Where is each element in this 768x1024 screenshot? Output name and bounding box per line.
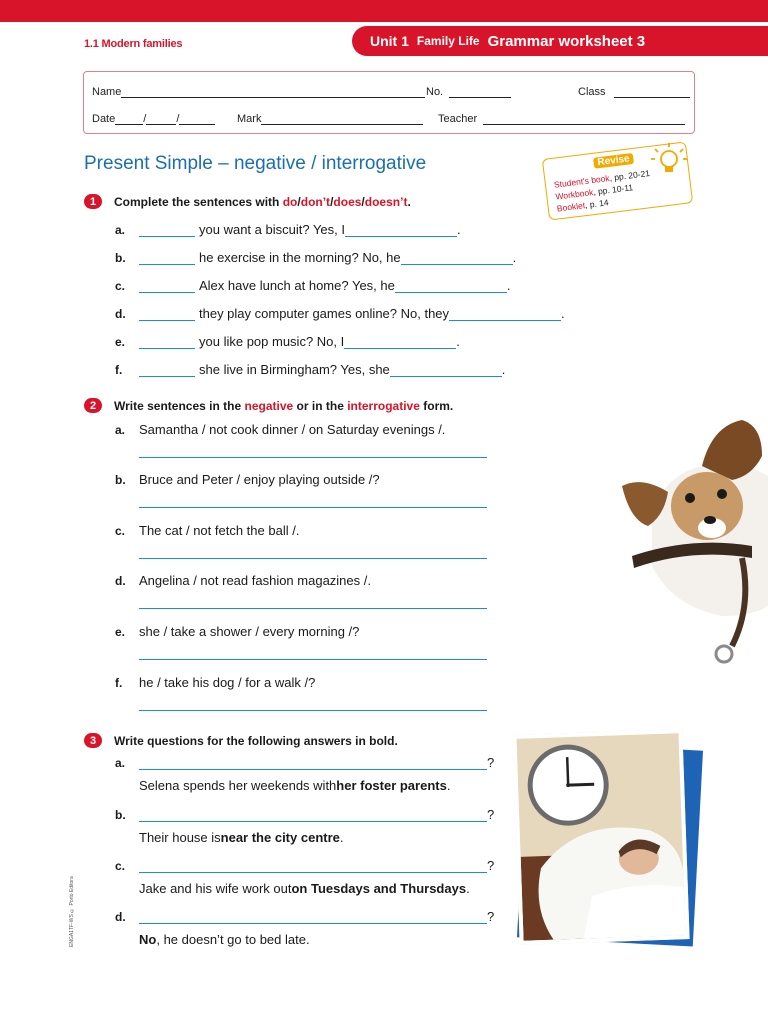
mark-field[interactable] xyxy=(237,113,423,125)
name-field[interactable] xyxy=(92,86,425,98)
item-letter: b. xyxy=(115,473,126,487)
word-dont: don’t xyxy=(300,194,331,209)
ex2-instruction: Write sentences in the xyxy=(114,398,242,413)
answer-line[interactable] xyxy=(139,608,487,609)
item-end: . xyxy=(561,306,565,321)
item-letter: a. xyxy=(115,223,126,237)
word-do: do xyxy=(282,194,298,209)
answer-bold: her foster parents xyxy=(336,778,447,793)
item-text: you like pop music? No, I xyxy=(199,334,345,349)
name-label: Name xyxy=(92,86,122,98)
item-text: they play computer games online? No, they xyxy=(199,306,450,321)
mark-label: Mark xyxy=(237,113,262,125)
word-does: does xyxy=(333,194,362,209)
ex3-item-d-answer xyxy=(139,932,310,947)
answer-bold: near the city centre xyxy=(220,830,340,845)
answer-end: , he doesn’t go to bed late. xyxy=(156,932,310,947)
answer-end: . xyxy=(339,830,344,845)
answer-line[interactable] xyxy=(139,507,487,508)
worksheet-label: Grammar worksheet 3 xyxy=(487,32,646,50)
revise-book: Booklet xyxy=(556,200,586,214)
item-text: The cat / not fetch the ball /. xyxy=(139,523,300,538)
item-text: Samantha / not cook dinner / on Saturday evenings /. xyxy=(139,422,446,437)
section-tag: 1.1 Modern families xyxy=(84,38,183,50)
item-text: Bruce and Peter / enjoy playing outside /? xyxy=(139,472,380,487)
item-end: . xyxy=(506,278,511,293)
item-text: he / take his dog / for a walk /? xyxy=(139,675,316,690)
class-label: Class xyxy=(578,86,606,98)
date-sep-2: / xyxy=(176,113,180,125)
question-mark: ? xyxy=(487,858,495,873)
item-letter: a. xyxy=(115,756,126,770)
item-end: . xyxy=(512,250,517,265)
question-mark: ? xyxy=(487,807,495,822)
sep: / xyxy=(361,194,365,209)
revise-label: Revise xyxy=(593,153,634,169)
item-text: Angelina / not read fashion magazines /. xyxy=(139,573,371,588)
exercise-1-heading xyxy=(84,194,411,209)
blank-line[interactable] xyxy=(139,253,195,265)
top-red-bar xyxy=(0,0,768,22)
ex1-item-b xyxy=(115,250,516,265)
teacher-line[interactable] xyxy=(483,113,685,125)
exercise-number-badge: 3 xyxy=(84,733,102,748)
item-end: . xyxy=(456,334,460,349)
question-line[interactable] xyxy=(139,810,487,822)
footer-code: ENGA1TF-WS © Porto Editora xyxy=(69,876,75,947)
ex2-item-a xyxy=(115,422,445,437)
answer-text: Jake and his wife work out xyxy=(139,881,292,896)
blank-line[interactable] xyxy=(139,337,195,349)
item-text: she / take a shower / every morning /? xyxy=(139,624,360,639)
answer-line[interactable] xyxy=(139,710,487,711)
item-letter: d. xyxy=(115,307,126,321)
teacher-label: Teacher xyxy=(438,113,478,125)
ex3-item-a-question xyxy=(115,755,494,770)
blank-line[interactable] xyxy=(139,365,195,377)
revise-book: Student's book xyxy=(553,172,611,190)
item-letter: f. xyxy=(115,676,123,690)
question-line[interactable] xyxy=(139,861,487,873)
question-mark: ? xyxy=(487,755,495,770)
unit-label: Unit 1 xyxy=(370,33,409,49)
ex3-instruction: Write questions for the following answers in bold. xyxy=(114,733,398,748)
word-doesnt: doesn’t xyxy=(364,194,408,209)
item-letter: e. xyxy=(115,335,126,349)
question-mark: ? xyxy=(487,909,495,924)
teacher-field[interactable] xyxy=(438,113,685,125)
item-end: . xyxy=(456,222,461,237)
item-end: . xyxy=(501,362,506,377)
item-letter: c. xyxy=(115,859,126,873)
ex2-instruction-mid: or in the xyxy=(296,398,344,413)
ex2-item-c xyxy=(115,523,299,538)
revise-pages: , p. 14 xyxy=(584,197,610,211)
blank-line[interactable] xyxy=(449,309,561,321)
ex2-instruction-end: form. xyxy=(423,398,454,413)
number-field[interactable] xyxy=(426,86,511,98)
ex2-item-e xyxy=(115,624,359,639)
ex1-item-d xyxy=(115,306,565,321)
blank-line[interactable] xyxy=(139,309,195,321)
exercise-number-badge: 2 xyxy=(84,398,102,413)
date-sep-1: / xyxy=(143,113,147,125)
ex2-item-d xyxy=(115,573,371,588)
item-letter: b. xyxy=(115,808,126,822)
dog-with-leash-image xyxy=(612,416,768,672)
photo-frame xyxy=(512,729,689,945)
revise-book: Workbook xyxy=(554,187,594,202)
word-negative: negative xyxy=(244,398,294,413)
ex1-item-a xyxy=(115,222,461,237)
item-letter: c. xyxy=(115,524,126,538)
clock-and-bed-illustration xyxy=(517,733,686,941)
mark-line[interactable] xyxy=(261,113,423,125)
item-letter: b. xyxy=(115,251,126,265)
item-letter: c. xyxy=(115,279,126,293)
blank-line[interactable] xyxy=(345,225,457,237)
item-letter: d. xyxy=(115,910,126,924)
item-text: you want a biscuit? Yes, I xyxy=(199,222,345,237)
answer-bold: No xyxy=(139,932,157,947)
answer-end: . xyxy=(446,778,451,793)
ex3-item-a-answer xyxy=(139,778,450,793)
blank-line[interactable] xyxy=(139,281,195,293)
item-text: Alex have lunch at home? Yes, he xyxy=(199,278,395,293)
ex1-instruction: Complete the sentences with xyxy=(114,194,280,209)
ex1-item-e xyxy=(115,334,460,349)
ex3-item-c-question xyxy=(115,858,494,873)
ex2-item-b xyxy=(115,472,380,487)
number-line[interactable] xyxy=(449,86,511,98)
answer-text: Selena spends her weekends with xyxy=(139,778,337,793)
revise-pages: , pp. 10-11 xyxy=(592,182,634,197)
blank-line[interactable] xyxy=(344,337,456,349)
date-day-line[interactable] xyxy=(115,113,143,125)
item-text: he exercise in the morning? No, he xyxy=(199,250,401,265)
sep: / xyxy=(330,194,334,209)
blank-line[interactable] xyxy=(395,281,507,293)
number-label: No. xyxy=(426,86,444,98)
answer-line[interactable] xyxy=(139,558,487,559)
revise-pages: , pp. 20-21 xyxy=(608,168,651,183)
date-year-line[interactable] xyxy=(179,113,215,125)
blank-line[interactable] xyxy=(401,253,513,265)
date-label: Date xyxy=(92,113,116,125)
item-text: she live in Birmingham? Yes, she xyxy=(199,362,390,377)
blank-line[interactable] xyxy=(139,225,195,237)
answer-end: . xyxy=(466,881,470,896)
item-letter: d. xyxy=(115,574,126,588)
ex2-item-f xyxy=(115,675,315,690)
unit-topic: Family Life xyxy=(416,34,480,48)
date-field[interactable] xyxy=(92,113,215,125)
ex1-item-c xyxy=(115,278,511,293)
blank-line[interactable] xyxy=(390,365,502,377)
sep: / xyxy=(297,194,301,209)
answer-text: Their house is xyxy=(139,830,221,845)
answer-line[interactable] xyxy=(139,457,487,458)
class-line[interactable] xyxy=(614,86,690,98)
word-interrogative: interrogative xyxy=(347,398,420,413)
class-field[interactable] xyxy=(578,86,690,98)
date-month-line[interactable] xyxy=(146,113,176,125)
exercise-number-badge: 1 xyxy=(84,194,102,209)
exercise-3-heading xyxy=(84,733,398,748)
student-info-box xyxy=(83,71,695,134)
end: . xyxy=(407,194,411,209)
item-letter: e. xyxy=(115,625,126,639)
sleeping-boy-photo xyxy=(508,728,698,943)
ex3-item-c-answer xyxy=(139,881,470,896)
item-letter: a. xyxy=(115,423,126,437)
ex1-item-f xyxy=(115,362,505,377)
page-title: Present Simple – negative / interrogative xyxy=(84,153,427,174)
ex3-item-b-question xyxy=(115,807,494,822)
answer-line[interactable] xyxy=(139,659,487,660)
name-line[interactable] xyxy=(121,86,425,98)
unit-tab xyxy=(352,26,768,56)
lightbulb-icon xyxy=(649,141,689,181)
item-letter: f. xyxy=(115,363,123,377)
question-line[interactable] xyxy=(139,758,487,770)
question-line[interactable] xyxy=(139,912,487,924)
exercise-2-heading xyxy=(84,398,453,413)
answer-bold: on Tuesdays and Thursdays xyxy=(291,881,467,896)
ex3-item-d-question xyxy=(115,909,494,924)
ex3-item-b-answer xyxy=(139,830,344,845)
